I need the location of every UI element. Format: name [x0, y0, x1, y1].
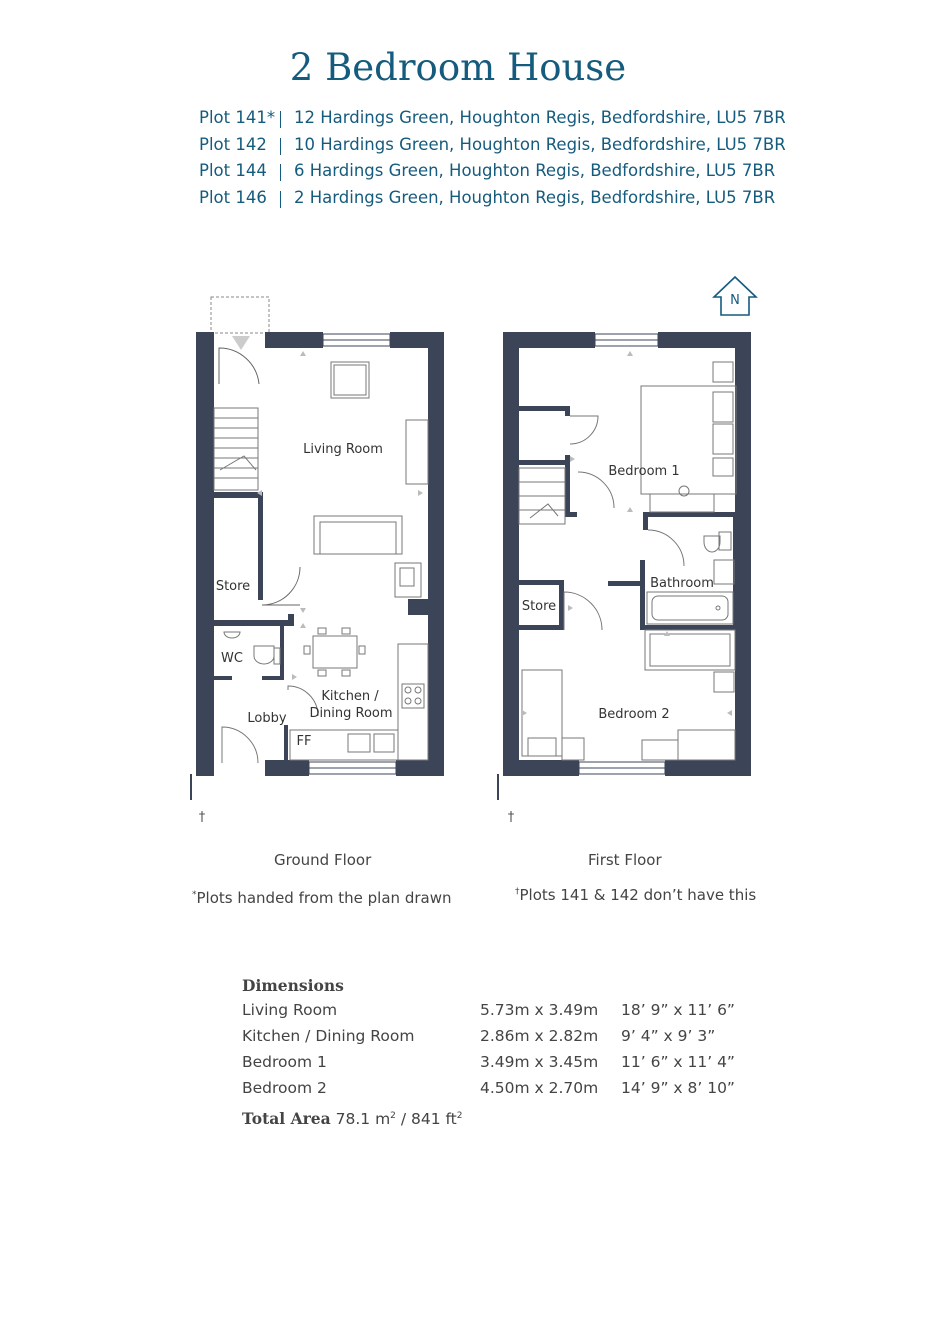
plot-number: Plot 146	[199, 187, 267, 207]
room-label-living: Living Room	[303, 442, 383, 457]
label-ff: FF	[296, 734, 312, 749]
compass-label: N	[730, 293, 740, 308]
dagger-note-text: Plots 141 & 142 don’t have this	[519, 886, 757, 904]
metric-size: 4.50m x 2.70m	[480, 1079, 599, 1097]
total-area-label: Total Area	[242, 1109, 331, 1128]
room-name: Bedroom 1	[242, 1053, 327, 1071]
room-label-dining: Dining Room	[309, 706, 393, 721]
plot-address: 6 Hardings Green, Houghton Regis, Bedfordshire, LU5 7BR	[294, 161, 776, 180]
handed-note-text: Plots handed from the plan drawn	[196, 889, 452, 907]
total-area	[242, 1109, 463, 1128]
ground-floor-plan	[190, 297, 444, 825]
table-row	[242, 1079, 735, 1105]
first-floor-plan	[497, 332, 751, 825]
total-area-ft-sup: 2	[456, 1110, 463, 1121]
note-asterisk: *	[192, 890, 197, 900]
metric-size: 3.49m x 3.45m	[480, 1053, 599, 1071]
room-name: Living Room	[242, 1001, 338, 1019]
plot-number: Plot 144	[199, 161, 267, 180]
dimensions-heading: Dimensions	[242, 976, 344, 995]
plot-address: 12 Hardings Green, Houghton Regis, Bedfordshire, LU5 7BR	[294, 108, 786, 127]
dagger-marker: †	[198, 810, 206, 825]
table-row	[242, 1053, 735, 1079]
dimensions-table	[242, 975, 735, 1128]
first-floor-caption: First Floor	[588, 851, 662, 869]
plot-address: 2 Hardings Green, Houghton Regis, Bedfordshire, LU5 7BR	[294, 187, 776, 207]
imperial-size: 11’ 6” x 11’ 4”	[621, 1053, 735, 1071]
room-label-kitchen: Kitchen /	[321, 689, 379, 704]
dagger-marker: †	[507, 810, 515, 825]
plot-number: Plot 142	[199, 134, 267, 154]
imperial-size: 9’ 4” x 9’ 3”	[621, 1027, 716, 1045]
room-label-store: Store	[215, 579, 251, 594]
room-name: Kitchen / Dining Room	[242, 1027, 415, 1045]
room-name: Bedroom 2	[242, 1079, 327, 1097]
plot-address: 10 Hardings Green, Houghton Regis, Bedfordshire, LU5 7BR	[294, 134, 786, 154]
page-title: 2 Bedroom House	[289, 46, 627, 89]
room-label-bedroom1: Bedroom 1	[608, 464, 680, 479]
room-label-bedroom2: Bedroom 2	[598, 707, 670, 722]
imperial-size: 18’ 9” x 11’ 6”	[621, 1001, 735, 1019]
table-row	[242, 1027, 716, 1053]
total-area-m2: 78.1 m	[335, 1110, 391, 1128]
total-area-ft: / 841 ft	[395, 1110, 457, 1128]
room-label-lobby: Lobby	[247, 711, 287, 726]
metric-size: 2.86m x 2.82m	[480, 1027, 599, 1045]
ground-floor-caption: Ground Floor	[274, 851, 372, 869]
plot-number: Plot 141*	[199, 108, 276, 127]
room-label-store: Store	[521, 599, 557, 614]
room-label-wc: WC	[221, 651, 243, 666]
note-dagger: †	[515, 887, 520, 897]
imperial-size: 14’ 9” x 8’ 10”	[621, 1079, 735, 1097]
room-label-bathroom: Bathroom	[650, 576, 714, 591]
north-arrow-icon	[714, 277, 756, 315]
dagger-note	[515, 886, 756, 904]
metric-size: 5.73m x 3.49m	[480, 1001, 599, 1019]
table-row	[242, 1001, 735, 1027]
total-area-m2-sup: 2	[390, 1110, 396, 1121]
handed-note	[192, 889, 451, 907]
